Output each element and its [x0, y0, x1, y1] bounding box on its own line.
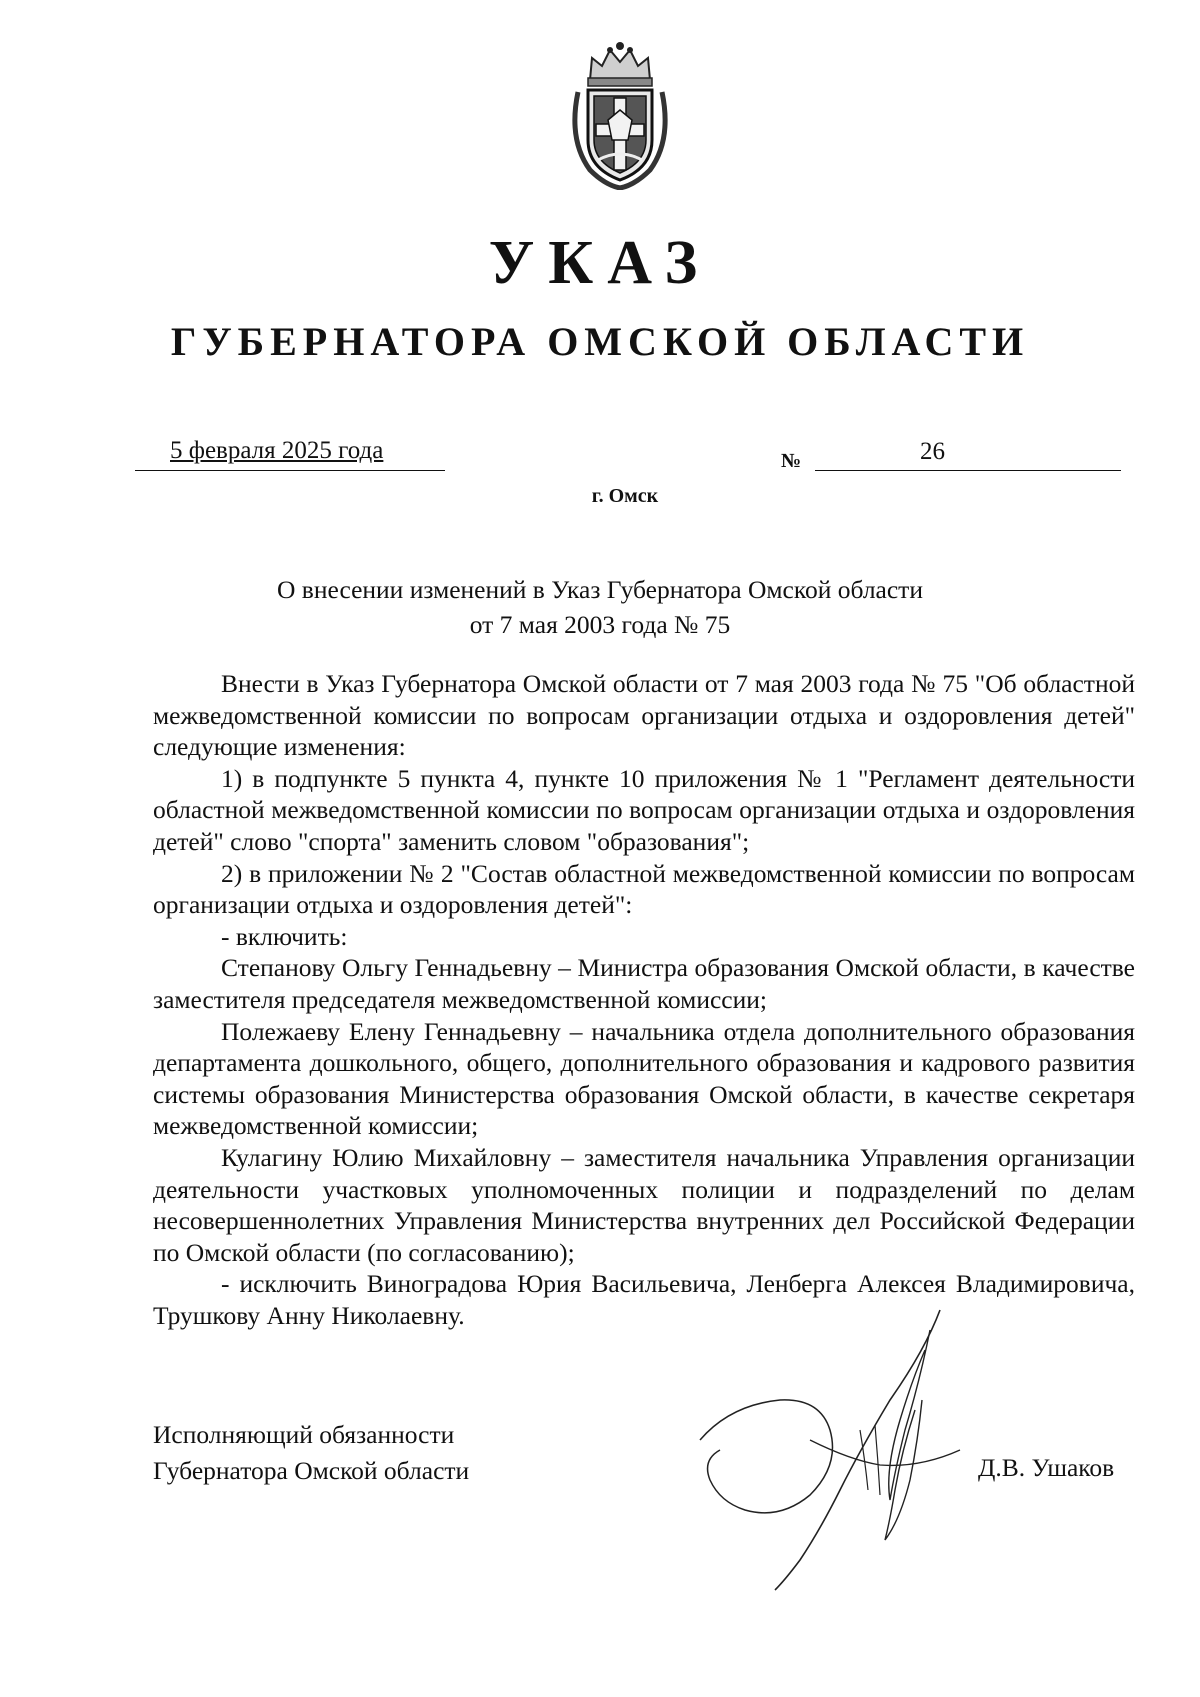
handwritten-signature-icon	[690, 1290, 1010, 1610]
paragraph: 1) в подпункте 5 пункта 4, пункте 10 приложения № 1 "Регламент деятельности областной межведомственной комиссии по вопросам организации отдыха и оздоровления детей" слово "спорта" заменить словом "образования";	[153, 763, 1135, 856]
paragraph: - включить:	[221, 921, 348, 951]
document-number: 26	[920, 438, 945, 465]
number-underline	[815, 445, 1121, 471]
subject-line: от 7 мая 2003 года № 75	[469, 610, 731, 639]
document-title: УКАЗ	[488, 229, 712, 297]
document-date: 5 февраля 2025 года	[170, 437, 384, 464]
paragraph: Кулагину Юлию Михайловну – заместителя начальника Управления организации деятельности участковых уполномоченных полиции и подразделений по делам несовершеннолетних Управления Министерства внутренних дел Российской Федерации по Омской области (по согласованию);	[153, 1142, 1135, 1267]
document-subtitle: ГУБЕРНАТОРА ОМСКОЙ ОБЛАСТИ	[170, 319, 1030, 364]
paragraph: Внести в Указ Губернатора Омской области от 7 мая 2003 года № 75 "Об областной межведомственной комиссии по вопросам организации отдыха и оздоровления детей" следующие изменения:	[153, 669, 1135, 762]
subject-line: О внесении изменений в Указ Губернатора Омской области	[277, 575, 923, 604]
document-subject	[0, 572, 1200, 642]
city: г. Омск	[591, 485, 659, 507]
signatory-position	[153, 1417, 469, 1489]
number-sign: №	[781, 450, 802, 472]
paragraph: Степанову Ольгу Геннадьевну – Министра образования Омской области, в качестве заместителя председателя межведомственной комиссии;	[153, 953, 1135, 1014]
paragraph: - исключить Виноградова Юрия Васильевича, Ленберга Алексея Владимировича, Трушкову Анну Николаевну.	[153, 1269, 1135, 1330]
position-line: Исполняющий обязанности	[153, 1420, 455, 1449]
document-body	[153, 668, 1135, 1331]
paragraph: 2) в приложении № 2 "Состав областной межведомственной комиссии по вопросам организации отдыха и оздоровления детей":	[153, 858, 1135, 920]
position-line: Губернатора Омской области	[153, 1456, 470, 1485]
paragraph: Полежаеву Елену Геннадьевну – начальника отдела дополнительного образования департамента дошкольного, общего, дополнительного образования и кадрового развития системы образования Министерства образования Омской области, в качестве секретаря межведомственной комиссии;	[153, 1016, 1135, 1141]
omsk-coat-of-arms-icon	[560, 40, 680, 190]
signatory-name: Д.В. Ушаков	[978, 1453, 1115, 1482]
